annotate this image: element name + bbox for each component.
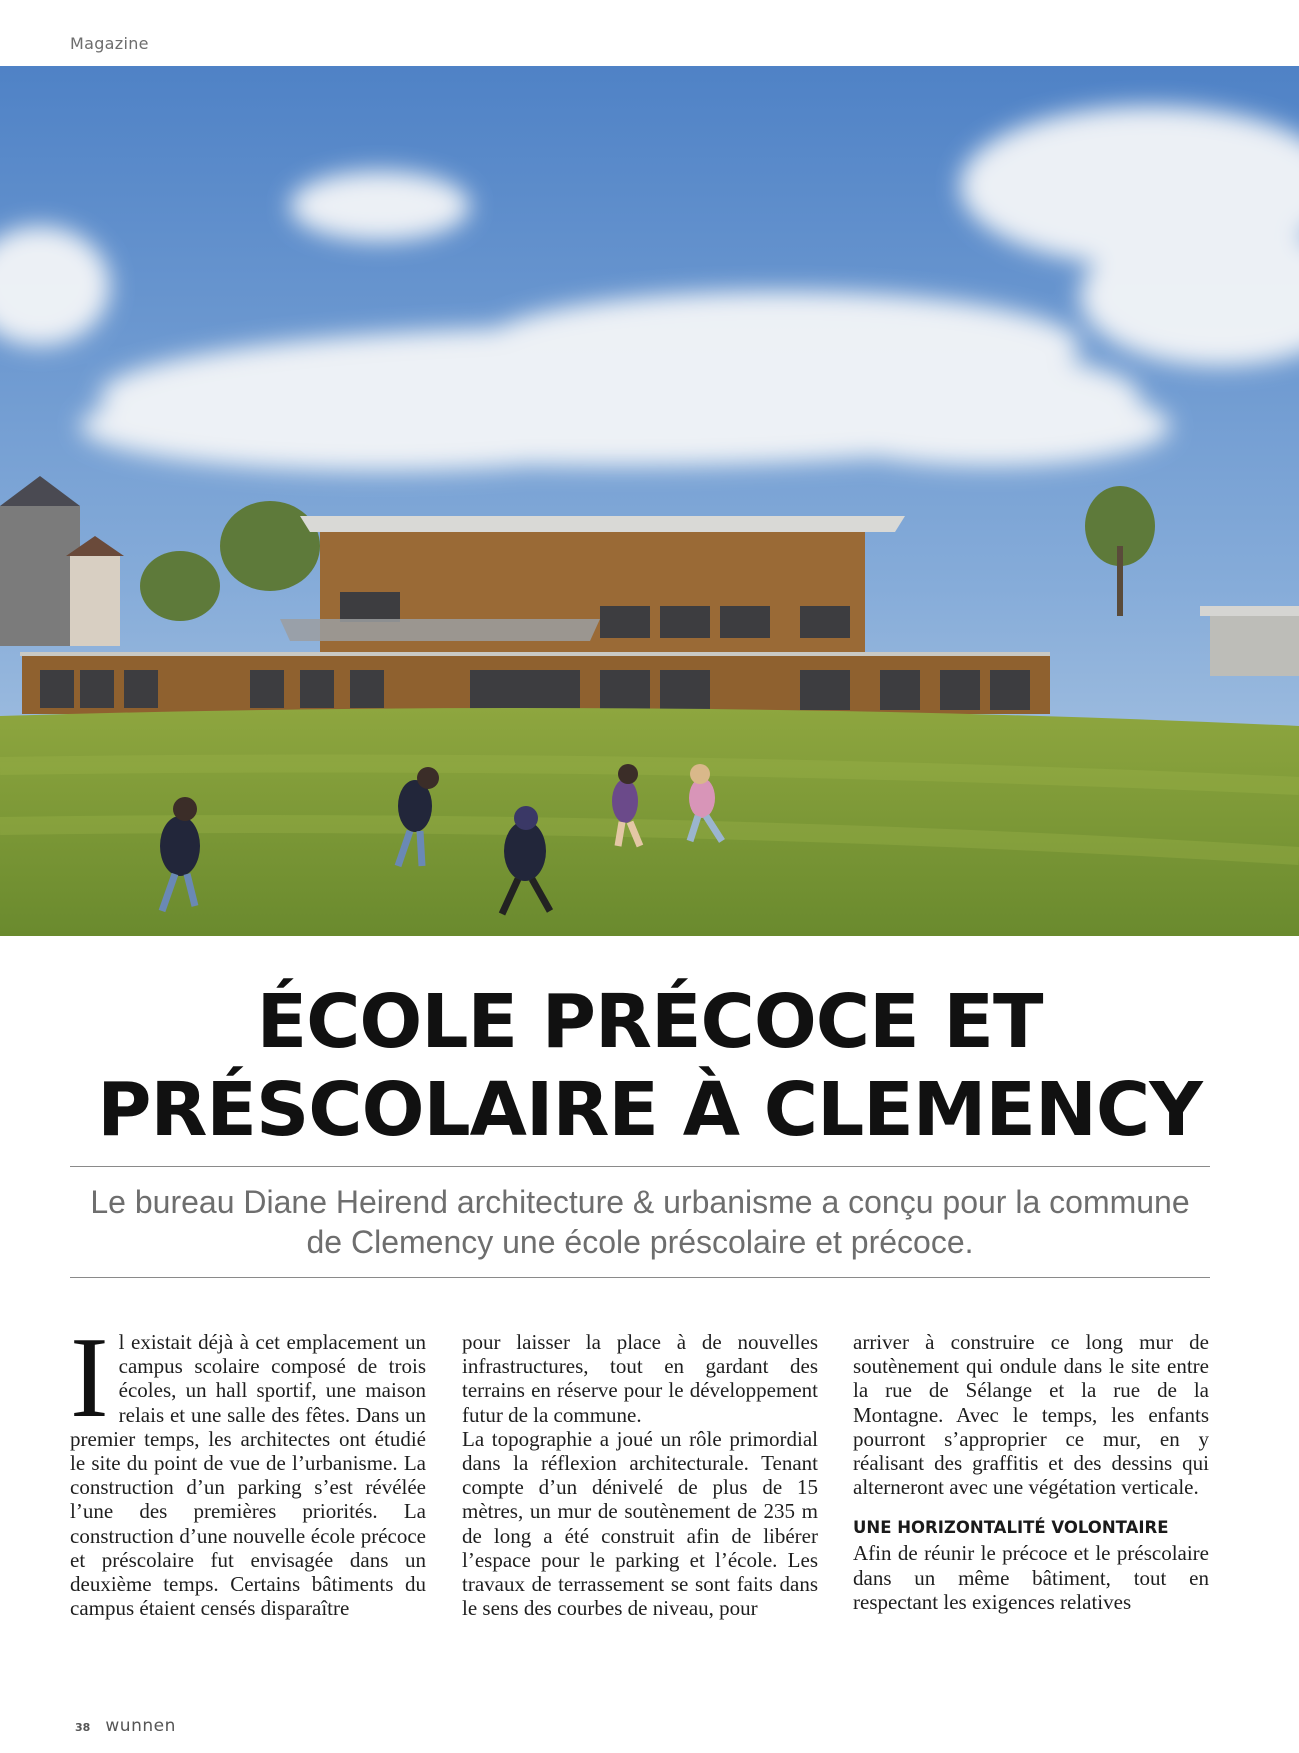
section-label: Magazine	[70, 34, 149, 53]
paragraph: La topographie a joué un rôle primordial dans la réflexion architecturale. Tenant compte d’un dénivelé de plus de 15 mètres, un mur de soutènement de 235 m de long a été construit afin de libérer l’espace pour le parking et l’école. Les travaux de terrassement se sont faits dans le sens des courbes de niveau, pour	[462, 1426, 818, 1621]
subtitle-rule-bottom	[70, 1277, 1210, 1278]
hero-photo	[0, 66, 1299, 936]
page-footer	[75, 1716, 176, 1736]
paragraph: Afin de réunir le précoce et le préscolaire dans un même bâtiment, tout en respectant les exigences relatives	[853, 1541, 1209, 1614]
text-column-1	[70, 1314, 426, 1621]
paragraph: pour laisser la place à de nouvelles infrastructures, tout en gardant des terrains en réserve pour le développement futur de la commune.	[462, 1330, 818, 1427]
article-title	[0, 978, 1299, 1154]
paragraph: arriver à construire ce long mur de soutènement qui ondule dans le site entre la rue de Sélange et la rue de la Montagne. Avec le temps, les enfants pourront s’approprier ce mur, en y réalisant des graffitis et des dessins qui alterneront avec une végétation verticale.	[853, 1330, 1209, 1500]
title-line-1: ÉCOLE PRÉCOCE ET	[256, 979, 1043, 1065]
section-subhead: UNE HORIZONTALITÉ VOLONTAIRE	[853, 1518, 1169, 1538]
text-column-3	[853, 1330, 1209, 1614]
article-subtitle: Le bureau Diane Heirend architecture & urbanisme a conçu pour la commune de Clemency une école préscolaire et précoce.	[90, 1184, 1190, 1260]
title-line-2: PRÉSCOLAIRE À CLEMENCY	[97, 1067, 1202, 1153]
magazine-name: wunnen	[105, 1716, 176, 1736]
paragraph: l existait déjà à cet emplacement un campus scolaire composé de trois écoles, un hall sportif, une maison relais et une salle des fêtes. Dans un premier temps, les architectes ont étudié le site du point de vue de l’urbanisme. La construction d’un parking s’est révélée l’une des premières priorités. La construction d’une nouvelle école précoce et préscolaire fut envisagée dans un deuxième temps. Certains bâtiments du campus étaient censés disparaître	[70, 1330, 426, 1621]
school-photo-illustration	[0, 66, 1299, 936]
text-column-2	[462, 1330, 818, 1620]
page-number: 38	[75, 1721, 91, 1734]
drop-cap: I	[70, 1314, 109, 1442]
subtitle-rule-top	[70, 1166, 1210, 1167]
